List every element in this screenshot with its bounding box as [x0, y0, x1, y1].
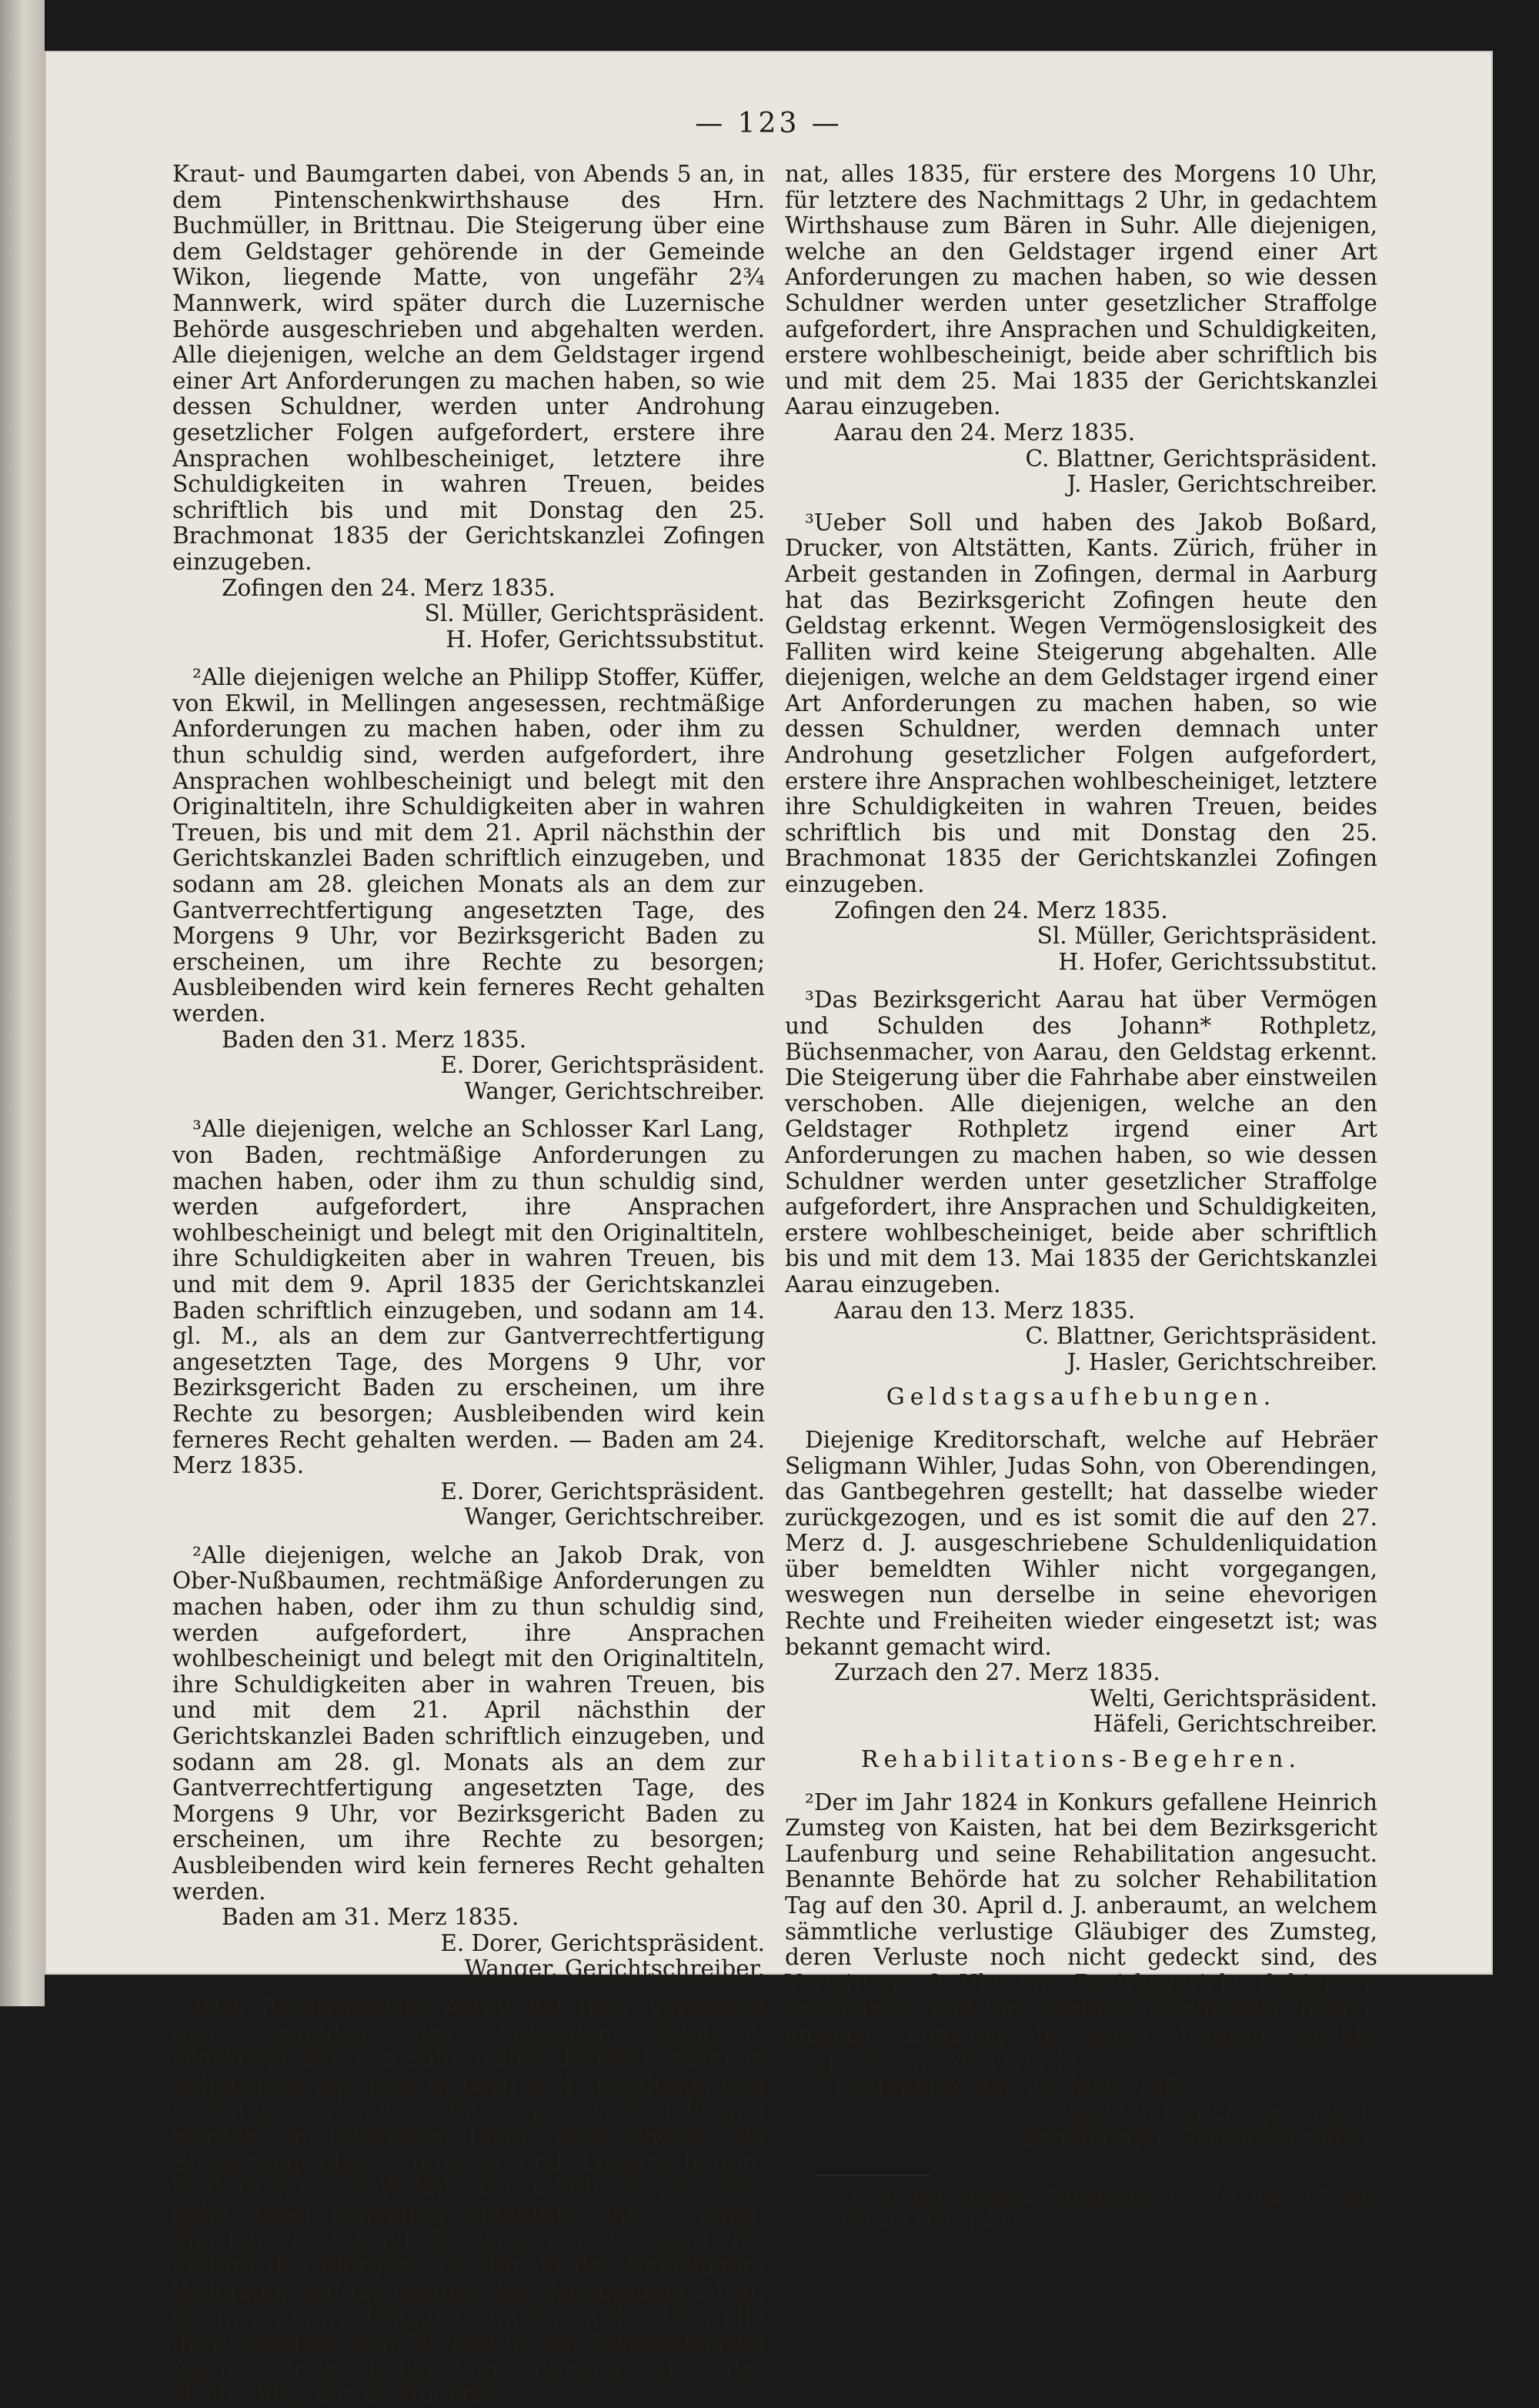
notice-spacer [785, 1778, 1377, 1790]
newspaper-page [45, 51, 1493, 2408]
signature-line: C. Blattner, Gerichtspräsident. [1025, 445, 1377, 472]
signature-line: Welti, Gerichtspräsident. [1090, 1685, 1377, 1712]
notice-paragraph: ²Der im Jahr 1824 in Konkurs gefallene Heinrich Zumsteg von Kaisten, hat bei dem Bezirksgericht Laufenburg und seine Rehabilitation angesucht. Benannte Behörde hat zu solcher Rehabilitation Tag auf den 30. April d. J. anberaumt, an welchem sämmtliche verlustige Gläubiger des Zumsteg, deren Verluste noch nicht gedeckt sind, des Vormittags 9 Uhr vor Bezirksgericht dahier zu erscheinen, und ihre Verluste anzumelden haben, ansonst Zumsteg in seine frühern Rechte eingesetzt werden würde. [785, 1788, 1377, 2074]
signature-line: Häfeli, Gerichtschreiber. [1093, 1711, 1377, 1738]
left-column [172, 162, 765, 2408]
signature-line: H. Hofer, Gerichtssubstitut. [446, 626, 765, 653]
signature-line: Wanger, Gerichtschreiber. [464, 1077, 765, 1104]
signature-line: Dr. Bruggißer, Gerichtspräsident. [992, 2099, 1377, 2126]
notice-spacer [172, 653, 765, 665]
signature-line: Sl. Müller, Gerichtspräsident. [424, 600, 765, 627]
signature-line: E. Dorer, Gerichtspräsident. [440, 1052, 765, 1079]
footnote: *) In den vorigen Nummern 12, 13 und 14 lies Johann statt Jakob. [839, 2184, 1377, 2233]
place-date-line: Zurzach den 27. Merz 1835. [834, 1659, 1160, 1686]
notice-spacer [785, 975, 1377, 987]
place-date-line: Aarau den 24. Merz 1835. [834, 419, 1136, 446]
book-spine-edge [0, 0, 45, 2006]
notice-paragraph: ³Alle diejenigen, welche an Schlosser Karl Lang, von Baden, rechtmäßige Anforderungen zu machen haben, oder ihm zu thun schuldig sind, werden aufgefordert, ihre Ansprachen wohlbescheinigt und belegt mit den Originaltiteln, ihre Schuldigkeiten aber in wahren Treuen, bis und mit dem 9. April 1835 der Gerichtskanzlei Baden schriftlich einzugeben, und sodann am 14. gl. M., als an dem zur Gantverrechtfertigung angesetzten Tage, des Morgens 9 Uhr, vor Bezirksgericht Baden zu erscheinen, um ihre Rechte zu besorgen; Ausbleibenden wird kein ferneres Recht gehalten werden. — Baden am 24. Merz 1835. [172, 1116, 765, 1479]
continued-paragraph: Kraut- und Baumgarten dabei, von Abends 5 an, in dem Pintenschenkwirthshause des Hrn. Buchmüller, in Brittnau. Die Steigerung über eine dem Geldstager gehörende in der Gemeinde Wikon, liegende Matte, von ungefähr 2¾ Mannwerk, wird später durch die Luzernische Behörde ausgeschrieben und abgehalten werden. Alle diejenigen, welche an dem Geldstager irgend einer Art Anforderungen zu machen haben, so wie dessen Schuldner, werden unter Androhung gesetzlicher Folgen aufgefordert, erstere ihre Ansprachen wohlbescheiniget, letztere ihre Schuldigkeiten in wahren Treuen, beides schriftlich bis und mit Donstag den 25. Brachmonat 1835 der Gerichtskanzlei Zofingen einzugeben. [172, 161, 765, 575]
signature-line: C. Blattner, Gerichtspräsident. [1025, 1323, 1377, 1350]
notice-spacer [785, 1415, 1377, 1428]
signature-line: H. Hofer, Gerichtssubstitut. [1058, 948, 1377, 975]
signature-line: Wanger, Gerichtschreiber. [464, 1504, 765, 1531]
signature-line: Sl. Müller, Gerichtspräsident. [1037, 923, 1377, 950]
notice-paragraph: Diejenige Kreditorschaft, welche auf Hebräer Seligmann Wihler, Judas Sohn, von Oberendingen, das Gantbegehren gestellt; hat dasselbe wieder zurückgezogen, und es ist somit die auf den 27. Merz d. J. ausgeschriebene Schuldenliquidation über bemeldten Wihler nicht vorgegangen, weswegen nun derselbe in seine ehevorigen Rechte und Freiheiten wieder eingesetzt ist; was bekannt gemacht wird. [785, 1426, 1377, 1660]
signature-line: E. Dorer, Gerichtspräsident. [440, 1478, 765, 1505]
notice-paragraph: ²Alle diejenigen welche an Philipp Stoffer, Küffer, von Ekwil, in Mellingen angesessen, rechtmäßige Anforderungen zu machen haben, oder ihm zu thun schuldig sind, werden aufgefordert, ihre Ansprachen wohlbescheinigt und belegt mit den Originaltiteln, ihre Schuldigkeiten aber in wahren Treuen, bis und mit dem 21. April nächsthin der Gerichtskanzlei Baden schriftlich einzugeben, und sodann am 28. gleichen Monats als an dem zur Gantverrechtfertigung angesetzten Tage, des Morgens 9 Uhr, vor Bezirksgericht Baden zu erscheinen, um ihre Rechte zu besorgen; Ausbleibenden wird kein ferneres Recht gehalten werden. [172, 664, 765, 1027]
notice-paragraph: ³Ueber Soll und haben des Jakob Boßard, Drucker, von Altstätten, Kants. Zürich, früher in Arbeit gestanden in Zofingen, dermal in Aarburg hat das Bezirksgericht Zofingen heute den Geldstag erkennt. Wegen Vermögenslosigkeit des Falliten wird keine Steigerung abgehalten. Alle diejenigen, welche an dem Geldstager irgend einer Art Anforderungen zu machen haben, so wie dessen Schuldner, werden demnach unter Androhung gesetzlicher Folgen aufgefordert, erstere ihre Ansprachen wohlbescheiniget, letztere ihre Schuldigkeiten in wahren Treuen, beides schriftlich bis und mit Donstag den 25. Brachmonat 1835 der Gerichtskanzlei Zofingen einzugeben. [785, 509, 1377, 898]
place-date-line: Baden den 31. Merz 1835. [222, 1026, 527, 1053]
signature-line: Wanger, Gerichtschreiber. [464, 1955, 765, 1982]
signature-line: J. Hasler, Gerichtschreiber. [1067, 1348, 1377, 1375]
section-heading: Rehabilitations-Begehren. [860, 1746, 1302, 1774]
notice-spacer [172, 1982, 765, 1995]
place-date-line: Baden am 31. Merz 1835. [222, 1904, 519, 1931]
place-date-line: Laufenburg den 26. Merz 1835. [834, 2073, 1200, 2100]
page-number: — 123 — [695, 108, 843, 139]
signature-line: J. Hasler, Gerichtschreiber. [1067, 471, 1377, 498]
notice-spacer [172, 1531, 765, 1543]
notice-spacer [172, 1104, 765, 1117]
signature-line: E. Dorer, Gerichtspräsident. [440, 1929, 765, 1956]
footnote-rule [816, 2175, 931, 2176]
place-date-line: Zofingen den 24. Merz 1835. [222, 574, 556, 601]
place-date-line: Aarau den 13. Merz 1835. [834, 1297, 1136, 1324]
place-date-line: Zofingen den 24. Merz 1835. [834, 897, 1168, 923]
signature-line: Engelberger, Gerichtschreiber. [1021, 2125, 1377, 2152]
notice-paragraph: ³Das Bezirksgericht Aarau hat über Vermögen und Schulden des Johann* Rothpletz, Büchsenmacher, von Aarau, den Geldstag erkennt. Die Steigerung über die Fahrhabe aber einstweilen verschoben. Alle diejenigen, welche an den Geldstager Rothpletz irgend einer Art Anforderungen zu machen haben, so wie dessen Schuldner werden unter gesetzlicher Straffolge aufgefordert, ihre Ansprachen und Schuldigkeiten, erstere wohlbescheiniget, beide aber schriftlich bis und mit dem 13. Mai 1835 der Gerichtskanzlei Aarau einzugeben. [785, 987, 1377, 1298]
continued-paragraph: nat, alles 1835, für erstere des Morgens 10 Uhr, für letztere des Nachmittags 2 Uhr, in gedachtem Wirthshause zum Bären in Suhr. Alle diejenigen, welche an den Geldstager irgend einer Art Anforderungen zu machen haben, so wie dessen Schuldner werden unter gesetzlicher Straffolge aufgefordert, ihre Ansprachen und Schuldigkeiten, erstere wohlbescheinigt, beide aber schriftlich bis und mit dem 25. Mai 1835 der Gerichtskanzlei Aarau einzugeben. [785, 161, 1377, 420]
notice-paragraph: ²Alle diejenigen, welche an Jakob Drak, von Ober-Nußbaumen, rechtmäßige Anforderungen zu machen haben, oder ihm zu thun schuldig sind, werden aufgefordert, ihre Ansprachen wohlbescheinigt und belegt mit den Originaltiteln, ihre Schuldigkeiten aber in wahren Treuen, bis und mit dem 21. April nächsthin der Gerichtskanzlei Baden schriftlich einzugeben, und sodann am 28. gl. Monats als an dem zur Gantverrechtfertigung angesetzten Tage, des Morgens 9 Uhr, vor Bezirksgericht Baden zu erscheinen, um ihre Rechte zu besorgen; Ausbleibenden wird kein ferneres Recht gehalten werden. [172, 1541, 765, 1905]
notice-paragraph: ³Das Bezirksgericht Aarau hat über Vermögen und Schulden des Sebastian Rüetschi, Glockengießer, von Suhr, früher daselbst später in Schinznach und jetzt in Bern sich aufhaltend, den Geldstag erkennt. Daherige Verhandlungen werden an folgenden Tagen statt finden: die Steigerung über Fahrhabe und Liegenschaften, letztere in einem Wohnhause zu Suhr, so wie einer nahe dabei liegenden Gießhütte und 5 Vrlgn. Mattland bestehend, Dienstag den 14. April, für erstere des Morgens 10 Uhr, in des Geldstagers Wohnung, und für letztere des Nachmittags 2 Uhr, im Tavernenwirthshause zum Bären daselbst; alle drei Geldstage den 30. Mai in der Gerichtskanzlei Aarau; dreie Kollokationseröffnung und der Nachschlag den 8. Brachmo- [172, 1993, 765, 2408]
notice-spacer [785, 498, 1377, 510]
section-heading: Geldstagsaufhebungen. [886, 1384, 1277, 1411]
right-column [785, 162, 1377, 2233]
